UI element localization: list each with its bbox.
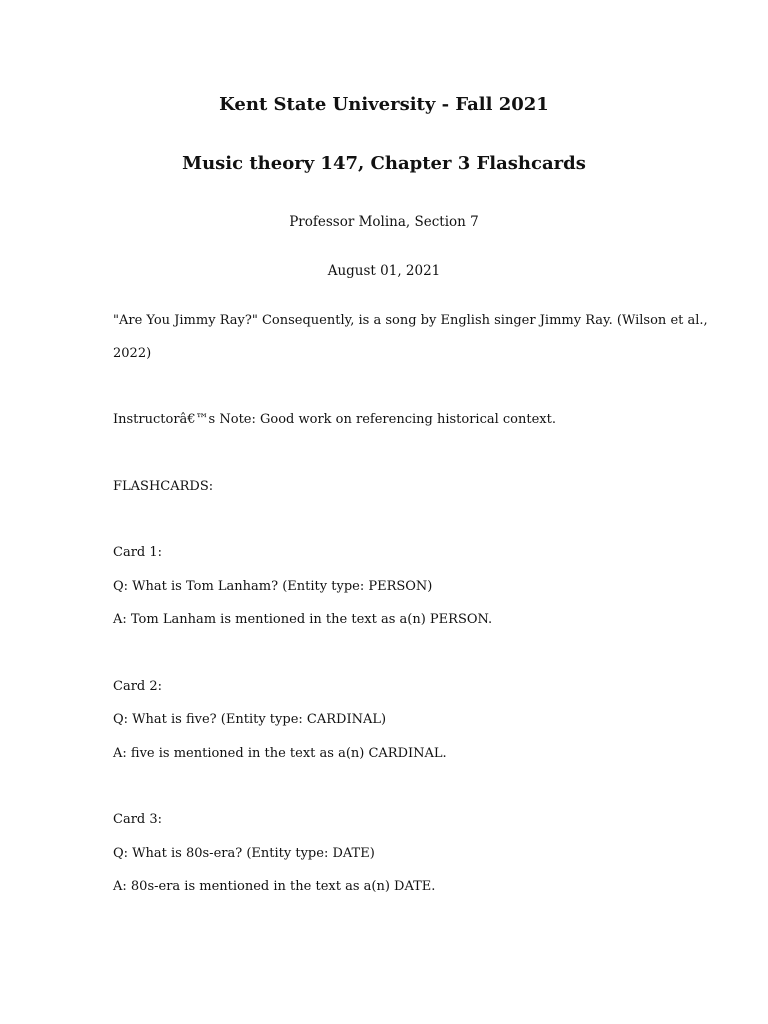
card-question: Q: What is five? (Entity type: CARDINAL) xyxy=(113,712,387,727)
instructor-note: Instructorâ€™s Note: Good work on referencing historical context. xyxy=(113,412,556,427)
card-label: Card 2: xyxy=(113,679,163,694)
flashcards-heading: FLASHCARDS: xyxy=(113,479,214,494)
date-line: August 01, 2021 xyxy=(327,263,441,279)
card-label: Card 3: xyxy=(113,812,163,827)
card-answer: A: Tom Lanham is mentioned in the text as a(n) PERSON. xyxy=(113,612,493,627)
card-question: Q: What is Tom Lanham? (Entity type: PERSON) xyxy=(113,579,433,594)
card-question: Q: What is 80s-era? (Entity type: DATE) xyxy=(113,846,375,861)
card-answer: A: five is mentioned in the text as a(n) CARDINAL. xyxy=(113,746,447,761)
card-label: Card 1: xyxy=(113,545,163,560)
course-title: Music theory 147, Chapter 3 Flashcards xyxy=(182,153,586,174)
intro-text-line-2: 2022) xyxy=(113,346,152,361)
professor-line: Professor Molina, Section 7 xyxy=(289,214,479,230)
university-title: Kent State University - Fall 2021 xyxy=(219,94,549,115)
intro-text-line-1: "Are You Jimmy Ray?" Consequently, is a song by English singer Jimmy Ray. (Wilson et al., xyxy=(113,313,708,328)
card-answer: A: 80s-era is mentioned in the text as a(n) DATE. xyxy=(113,879,436,894)
